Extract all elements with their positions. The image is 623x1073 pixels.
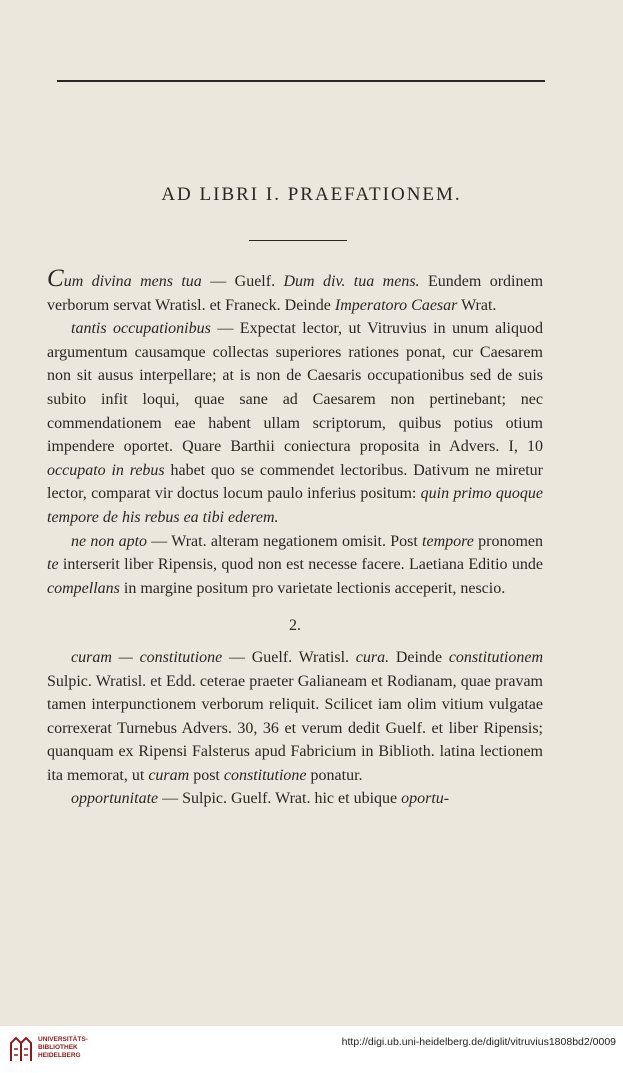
italic-run: te <box>47 556 59 574</box>
library-name-line: BIBLIOTHEK <box>38 1044 78 1051</box>
lemma: curam — constitutione <box>71 648 223 666</box>
drop-cap: C <box>47 265 64 292</box>
paragraph-4 <box>47 646 543 788</box>
text-run: Sulpic. Wratisl. et Edd. ceterae praeter Galianeam et Rodianam, quae pravam tamen interpunctionem verborum reliquit. Scilicet iam olim vitium vulgatae correxerat Turnebus Advers. 30, 36 et verum dedit Guelf. et liber Ripensis; quanquam ex Ripensi Falsterus apud Fabricium in Biblioth. latina lectionem ita memorat, ut <box>47 672 543 784</box>
lemma: ne non apto <box>71 532 148 550</box>
text-run: — Sulpic. Guelf. Wrat. hic et ubique <box>158 790 402 808</box>
section-number: 2. <box>289 617 301 635</box>
italic-run: constitutionem <box>448 648 544 666</box>
italic-run: occupato in rebus <box>47 461 165 479</box>
text-run: in margine positum pro varietate lectionis acceperit, nescio. <box>119 579 506 597</box>
heading-rule <box>249 240 347 241</box>
text-run: — Wrat. alteram negationem omisit. Post <box>147 532 423 550</box>
paragraph-3 <box>47 530 543 601</box>
top-rule <box>57 80 545 82</box>
italic-run: constitutione <box>223 766 307 784</box>
italic-run: Imperatoro Caesar <box>334 296 458 314</box>
footer-bar <box>0 1026 623 1073</box>
text-run: post <box>189 766 224 784</box>
text-run: interserit liber Ripensis, quod non est necesse facere. Laetiana Editio unde <box>58 556 543 574</box>
lemma: opportunitate <box>71 790 159 808</box>
italic-run: tempore <box>422 532 474 550</box>
paragraph-5 <box>47 787 543 811</box>
paragraph-2 <box>47 317 543 529</box>
text-run: Eundem ordinem verborum servat Wratisl. et Franeck. Deinde <box>47 273 544 314</box>
text-run: Wrat. <box>457 296 497 314</box>
italic-run: Dum div. tua mens. <box>283 273 420 290</box>
library-name-line: UNIVERSITÄTS- <box>38 1036 88 1043</box>
source-url-link[interactable]: http://digi.ub.uni-heidelberg.de/diglit/vitruvius1808bd2/0009 <box>341 1036 616 1048</box>
lemma: tantis occupationibus <box>71 320 211 338</box>
text-run: — Guelf. <box>201 273 284 290</box>
text-run: Deinde <box>389 648 449 666</box>
italic-run: curam <box>148 766 190 784</box>
text-run: habet quo se commendet lectoribus. Dativum ne miretur lector, comparat vir doctus locum paulo inferius positum: <box>47 461 543 503</box>
heidelberg-library-logo-icon <box>8 1035 34 1063</box>
italic-run: cura. <box>355 648 390 666</box>
text-run: pronomen <box>473 532 543 550</box>
library-name <box>38 1036 88 1060</box>
paragraph-1 <box>47 265 544 317</box>
text-run: ponatur. <box>306 766 363 784</box>
italic-run: quin primo quoque tempore de his rebus ea tibi ederem. <box>47 485 543 526</box>
page-heading: AD LIBRI I. PRAEFATIONEM. <box>161 184 462 205</box>
text-run: — Guelf. Wratisl. <box>222 648 356 666</box>
italic-run: compellans <box>47 579 120 597</box>
body-text <box>47 265 544 811</box>
italic-run: oportu- <box>401 790 450 808</box>
lemma: um divina mens tua <box>63 273 202 290</box>
library-name-line: HEIDELBERG <box>38 1052 81 1059</box>
text-run: — Expectat lector, ut Vitruvius in unum aliquod argumentum causamque collectas superiores rationes ponat, cur Caesarem non sit ausus interpellare; at is non de Caesaris occupationibus sed de suis subito infit loqui, quae sane ad Caesarem non pertinebant; nec commendationem eae habent ullam scriptorum, quibus potius otium impendere oportet. Quare Barthii coniectura proposita in Advers. I, 10 <box>47 320 544 456</box>
